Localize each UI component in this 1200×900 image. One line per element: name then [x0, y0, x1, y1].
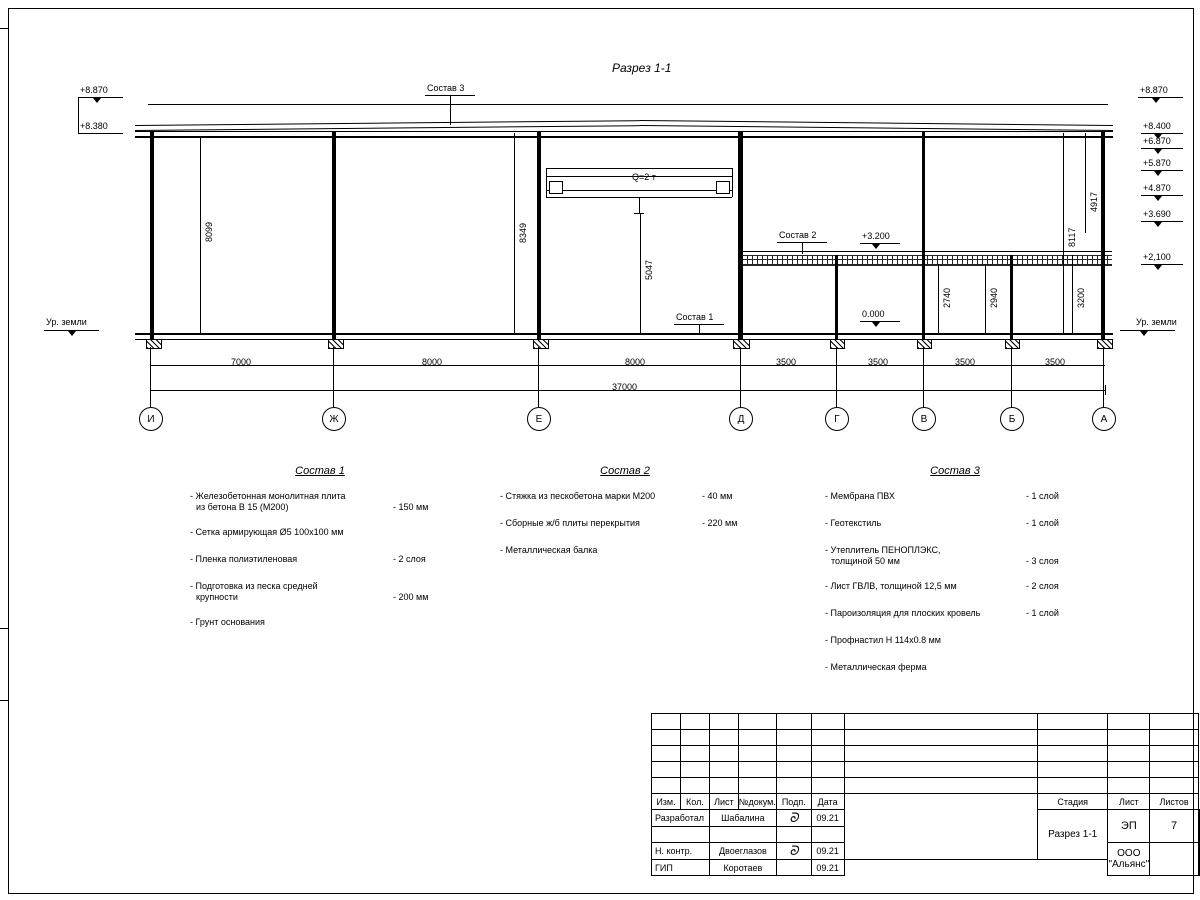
vdim-3200: 3200 [1076, 287, 1086, 308]
stamp-date-1 [811, 827, 844, 843]
level-right-0-marker [1152, 98, 1160, 103]
spec-row-text: - Лист ГВЛВ, толщиной 12,5 мм [825, 581, 957, 591]
spec-row-value: - 200 мм [393, 592, 429, 602]
spec-row-text: - Сетка армирующая Ø5 100х100 мм [190, 527, 344, 537]
spec-title: Состав 1 [295, 465, 345, 477]
spec-row-text: - Пленка полиэтиленовая [190, 554, 298, 564]
spec-row-text: - Сборные ж/б плиты перекрытия [500, 518, 640, 528]
spec-row-value: - 3 слоя [1026, 556, 1059, 566]
stamp-signature-0: ᘐ [776, 810, 811, 827]
axis-ext-line [333, 347, 334, 407]
footing-I [146, 339, 162, 349]
footing-D [733, 339, 750, 349]
axis-ext-line [740, 347, 741, 407]
spec-row-value: - 220 мм [702, 518, 738, 528]
level-right-4-marker [1154, 196, 1162, 201]
level-right-4: +4.870 [1143, 183, 1171, 193]
spec-row-text: - Подготовка из песка средней [190, 581, 318, 591]
column-G [835, 255, 838, 339]
span-dim-6: 3500 [1045, 357, 1066, 367]
spec-row [500, 545, 750, 556]
spec-title: Состав 3 [930, 465, 980, 477]
stamp-label-stage: Стадия [1037, 794, 1107, 810]
spec-row [825, 581, 1085, 592]
vdim-8099-line [200, 136, 201, 333]
spec-block-sostav2 [500, 466, 750, 567]
total-dim-tick-right [1105, 385, 1106, 395]
spec-row [190, 554, 450, 565]
crane-hook [634, 213, 644, 214]
vdim-8099: 8099 [204, 221, 214, 242]
callout-sostav2-leader [802, 242, 803, 254]
level-right-5: +3.690 [1143, 209, 1171, 219]
sheet-edge-tick [0, 700, 8, 701]
ground-level-left-label: Ур. земли [46, 317, 87, 327]
stamp-date-0: 09.21 [811, 810, 844, 827]
level-left-1: +8.380 [80, 121, 108, 131]
level-left-0: +8.870 [80, 85, 108, 95]
stamp-header-ndoc: №докум. [738, 794, 776, 810]
spec-row-value: - 1 слой [1026, 608, 1059, 618]
vdim-8349: 8349 [518, 222, 528, 243]
footing-G [830, 339, 845, 349]
footing-A [1097, 339, 1113, 349]
spec-row-value: - 40 мм [702, 491, 733, 501]
crane-end-left [546, 168, 547, 197]
stamp-sheet-value: 7 [1150, 810, 1199, 843]
ground-floor-slab-bottom [135, 339, 1113, 340]
ground-floor-slab [135, 333, 1113, 335]
stamp-signature-2: ᘐ [776, 843, 811, 860]
axis-ext-line [836, 347, 837, 407]
span-dim-0: 7000 [231, 357, 252, 367]
spec-row-text: - Пароизоляция для плоских кровель [825, 608, 981, 618]
axis-ext-line [923, 347, 924, 407]
level-right-5-marker [1154, 222, 1162, 227]
stamp-sheets-value [1199, 810, 1200, 843]
stamp-stage-value: ЭП [1108, 810, 1150, 843]
callout-sostav2-label: Состав 2 [779, 230, 817, 240]
spec-row-value: - 2 слоя [1026, 581, 1059, 591]
vdim-2940: 2940 [989, 287, 999, 308]
stamp-header-data: Дата [811, 794, 844, 810]
level-inner-3200-marker [872, 244, 880, 249]
axis-ext-line [150, 347, 151, 407]
crane-capacity-label: Q=2 т [632, 172, 656, 182]
stamp-header-list: Лист [709, 794, 738, 810]
spec-row-text: - Профнастил Н 114х0.8 мм [825, 635, 941, 645]
total-dim-value: 37000 [612, 382, 638, 392]
spec-row-text: - Металлическая ферма [825, 662, 927, 672]
spec-row [825, 491, 1085, 502]
axis-marker-Zh: Ж [322, 407, 346, 431]
level-right-1: +8.400 [1143, 121, 1171, 131]
stamp-signature-3 [776, 860, 811, 876]
spec-row-text: - Железобетонная монолитная плита [190, 491, 346, 501]
vdim-4917-line [1085, 133, 1086, 233]
spec-row-value: - 1 слой [1026, 491, 1059, 501]
stamp-drawing-name: Разрез 1-1 [1037, 810, 1107, 860]
sheet-edge-tick [0, 28, 8, 29]
title-block [651, 713, 1200, 876]
level-right-6-line [1141, 264, 1183, 265]
level-inner-0000: 0.000 [862, 309, 885, 319]
stamp-date-3: 09.21 [811, 860, 844, 876]
crane-girder-top [546, 190, 732, 191]
level-right-2-marker [1154, 149, 1162, 154]
spec-block-sostav3 [825, 466, 1085, 684]
level-right-6-marker [1154, 265, 1162, 270]
vdim-4917: 4917 [1089, 191, 1099, 212]
spec-title: Состав 2 [600, 465, 650, 477]
stamp-role-1 [652, 827, 710, 843]
level-right-3: +5.870 [1143, 158, 1171, 168]
spec-row-text: - Грунт основания [190, 617, 265, 627]
spec-row [825, 518, 1085, 529]
footing-B [1005, 339, 1020, 349]
vdim-5047-line [640, 213, 641, 333]
intermediate-floor-screed [742, 251, 1112, 252]
level-left-1-line [78, 133, 123, 134]
stamp-date-2: 09.21 [811, 843, 844, 860]
crane-end-right [732, 168, 733, 197]
column-I [150, 131, 154, 339]
stamp-header-izm: Изм. [652, 794, 681, 810]
spec-row [190, 491, 450, 513]
vdim-5047: 5047 [644, 259, 654, 280]
stamp-role-3: ГИП [652, 860, 710, 876]
stamp-header-podp: Подп. [776, 794, 811, 810]
spec-row [825, 608, 1085, 619]
span-dim-3: 3500 [776, 357, 797, 367]
stamp-label-sheet: Лист [1108, 794, 1150, 810]
stamp-name-1 [709, 827, 776, 843]
spec-row [825, 635, 1085, 646]
stamp-name-3: Коротаев [709, 860, 776, 876]
spec-row [190, 527, 450, 538]
callout-sostav3-leader [450, 95, 451, 125]
level-right-0-line [1138, 97, 1183, 98]
spec-row [825, 662, 1085, 673]
crane-rail-top [546, 168, 732, 169]
roof-bottom-chord-2 [135, 131, 1113, 132]
roof-bottom-chord [135, 136, 1113, 138]
intermediate-floor-slab [742, 255, 1112, 266]
level-right-3-line [1141, 170, 1183, 171]
stamp-company: ООО "Альянс" [1108, 843, 1150, 876]
axis-marker-E: Е [527, 407, 551, 431]
span-dim-5: 3500 [955, 357, 976, 367]
stamp-role-0: Разработал [652, 810, 710, 827]
axis-marker-V: В [912, 407, 936, 431]
vdim-3200-line [1072, 255, 1073, 333]
callout-sostav1-leader [699, 324, 700, 334]
crane-wheel-left [549, 181, 563, 194]
spec-row [500, 518, 750, 529]
level-right-3-marker [1154, 171, 1162, 176]
level-inner-3200-line [860, 243, 900, 244]
level-right-0: +8.870 [1140, 85, 1168, 95]
stamp-label-sheets: Листов [1150, 794, 1199, 810]
footing-E [533, 339, 549, 349]
spec-row-text: - Мембрана ПВХ [825, 491, 895, 501]
level-left-connector [78, 97, 79, 133]
spec-row-value: - 150 мм [393, 502, 429, 512]
spec-row [190, 617, 450, 628]
vdim-2940-line [985, 264, 986, 333]
crane-hook-line [639, 197, 640, 213]
axis-ext-line [1103, 347, 1104, 407]
roof-upper-extent-line [148, 104, 1108, 105]
axis-marker-B: Б [1000, 407, 1024, 431]
column-B [1010, 255, 1013, 339]
level-right-2-line [1141, 148, 1183, 149]
axis-ext-line [1011, 347, 1012, 407]
axis-marker-I: И [139, 407, 163, 431]
spec-row [825, 545, 1085, 567]
axis-marker-D: Д [729, 407, 753, 431]
stamp-signature-1 [776, 827, 811, 843]
level-inner-0000-line [860, 321, 900, 322]
spec-row-text: - Металлическая балка [500, 545, 598, 555]
spec-row-text: - Геотекстиль [825, 518, 882, 528]
span-dim-2: 8000 [625, 357, 646, 367]
level-inner-0000-marker [872, 322, 880, 327]
axis-ext-line [538, 347, 539, 407]
span-dim-4: 3500 [868, 357, 889, 367]
ground-level-right-marker [1140, 331, 1148, 336]
stamp-header-kol: Кол. [680, 794, 709, 810]
vdim-8117-line [1063, 133, 1064, 333]
spec-row-text2: крупности [196, 592, 238, 602]
spec-row [190, 581, 450, 603]
column-E [537, 131, 541, 339]
spec-row-text2: из бетона В 15 (М200) [196, 502, 289, 512]
vdim-2740-line [938, 264, 939, 333]
axis-marker-A: А [1092, 407, 1116, 431]
sheet-edge-tick [0, 628, 8, 629]
spec-row [500, 491, 750, 502]
spec-row-value: - 1 слой [1026, 518, 1059, 528]
level-right-5-line [1141, 221, 1183, 222]
spec-row-text2: толщиной 50 мм [831, 556, 900, 566]
ground-level-left-marker [68, 331, 76, 336]
crane-wheel-right [716, 181, 730, 194]
spec-row-text: - Стяжка из пескобетона марки М200 [500, 491, 656, 501]
level-left-0-marker [93, 98, 101, 103]
level-right-4-line [1141, 195, 1183, 196]
page-title: Разрез 1-1 [612, 61, 672, 75]
stamp-name-2: Двоеглазов [709, 843, 776, 860]
axis-marker-G: Г [825, 407, 849, 431]
column-V [922, 131, 925, 339]
vdim-8117: 8117 [1067, 227, 1077, 247]
column-Zh [332, 131, 336, 339]
column-A [1101, 131, 1105, 339]
footing-V [917, 339, 932, 349]
ground-level-right-label: Ур. земли [1136, 317, 1177, 327]
stamp-role-2: Н. контр. [652, 843, 710, 860]
stamp-name-0: Шабалина [709, 810, 776, 827]
level-right-2: +6.870 [1143, 136, 1171, 146]
column-D [738, 131, 743, 339]
vdim-2740: 2740 [942, 287, 952, 308]
span-dim-1: 8000 [422, 357, 443, 367]
level-inner-3200: +3.200 [862, 231, 890, 241]
footing-Zh [328, 339, 344, 349]
vdim-8349-line [514, 133, 515, 333]
spec-row-text: - Утеплитель ПЕНОПЛЭКС, [825, 545, 941, 555]
level-right-6: +2,100 [1143, 252, 1171, 262]
callout-sostav3-label: Состав 3 [427, 83, 465, 93]
callout-sostav1-label: Состав 1 [676, 312, 714, 322]
spec-block-sostav1 [190, 466, 450, 639]
level-right-1-line [1141, 133, 1183, 134]
spec-row-value: - 2 слоя [393, 554, 426, 564]
